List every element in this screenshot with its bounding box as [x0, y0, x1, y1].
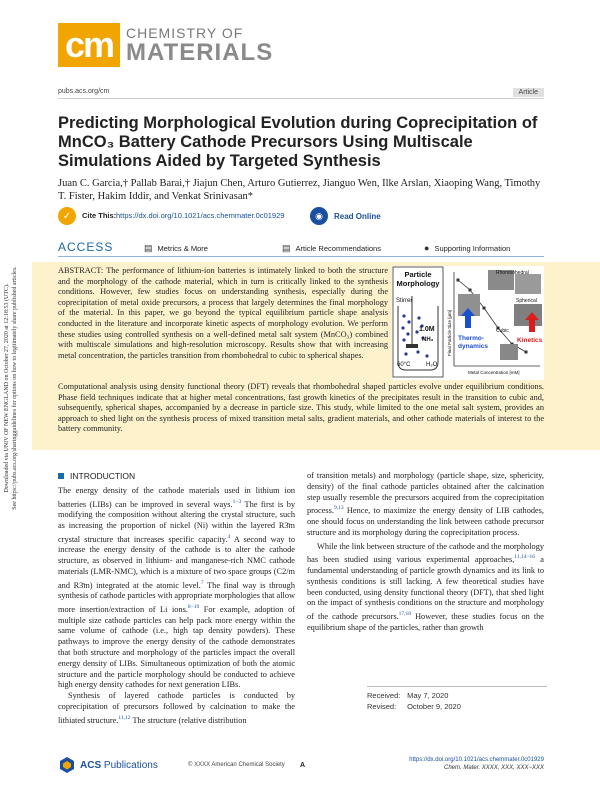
revised-date: [367, 701, 547, 712]
article-title: Predicting Morphological Evolution during Coprecipitation of MnCO₃ Battery Cathode Precursors Using Multiscale Simulations Aided by Targeted Synthesis: [58, 114, 538, 170]
journal-name-line2: MATERIALS: [126, 39, 274, 66]
concentration-label: 1.0M: [419, 326, 435, 333]
footer-doi: [409, 756, 544, 772]
metrics-button[interactable]: [144, 243, 208, 254]
metrics-label: Metrics & More: [157, 244, 208, 253]
cubic-micrograph-small: [500, 344, 518, 360]
acs-hexagon-icon: [58, 756, 76, 774]
intro-paragraph-2: [58, 691, 295, 726]
section-marker-icon: [58, 473, 64, 479]
read-online-button[interactable]: [310, 206, 381, 226]
supporting-info-icon: ●: [424, 243, 430, 253]
toc-box-title-2: Morphology: [396, 279, 440, 288]
intro-paragraph-1: [58, 486, 295, 691]
temperature-label: 60°C: [397, 362, 411, 368]
access-bar: [58, 238, 544, 258]
copyright: © XXXX American Chemical Society: [188, 762, 285, 768]
body-left-column: [58, 471, 295, 726]
acs-publications-text: [80, 760, 158, 771]
journal-logo-icon: cm: [58, 23, 120, 67]
cite-row: [58, 206, 544, 226]
journal-name-line1: CHEMISTRY OF: [126, 25, 244, 41]
doi-link[interactable]: https://dx.doi.org/10.1021/acs.chemmater.0c01929: [116, 211, 285, 220]
citation-ref[interactable]: 8−10: [187, 604, 200, 611]
intro-text: a fundamental understanding of particle growth dynamics and its link to synthesis conditions is still lacking. A few theoretical studies have been conducted, using density functional theory (DFT), that shed light on the impact of synthesis conditions on the structure and morphology of the cathode precursors.: [307, 555, 544, 621]
abstract-text-1: The performance of lithium-ion batteries is intimately linked to both the structure and the morphology of the cathode material, which in turn is critically linked to the synthesis conditions. However, few studies focus on understanding synthesis, especially during the coprecipitation of metal oxide precursors, a process that largely determines the final morphology of the material. In this paper, we go beyond the typical equilibrium particle shape analysis conducted in the literature and incorporate kinetic aspects of morphology evolution. We perform these studies using controlled synthesis on a well-defined metal salt system (MnCO₃) combined with multiscale simulations and high-resolution microscopy. Results show that with increasing metal concentration, the particles transition from rhombohedral to cubic to spherical shapes.: [58, 266, 388, 360]
revised-value: October 9, 2020: [407, 702, 461, 711]
acs-text-bold: ACS: [80, 759, 102, 771]
stirrer-label: Stirrer: [396, 298, 413, 304]
intro-paragraph-3: [307, 471, 544, 539]
spherical-micrograph: [514, 304, 542, 326]
intro-text: of transition metals) and morphology (particle shape, size, sphericity, density) of the final cathode particles obtained after the calcination step usually resemble the precursors acquired from the coprecipitation process.: [307, 471, 544, 516]
citation-ref[interactable]: 1−3: [232, 498, 242, 505]
citation-ref[interactable]: 11,12: [118, 714, 131, 721]
intro-text: Hence, to maximize the energy density of LIB cathodes, one should focus on understanding the link between cathode precursor structure and its morphology during the coprecipitation process.: [307, 506, 544, 537]
citation-ref[interactable]: 9,13: [333, 505, 344, 512]
intro-text: However, these studies focus on the equilibrium shape of the particles, rather than growth: [307, 611, 544, 632]
read-online-label: Read Online: [334, 211, 381, 221]
header-divider: [58, 98, 544, 99]
bar-chart-icon: ▤: [144, 243, 153, 253]
access-divider: [58, 256, 544, 257]
nh3-label: NH₃: [422, 337, 434, 343]
intro-text: For example, adoption of multiple size cathode particles can help pack more energy within the same volume of cathode (i.e., high tap density powders). These pathways to improve the energy density of the cathode demonstrates that both structure and morphology of the particles impact the overall energy density of LIBs. Simultaneous optimization of both the atomic structure and the particle morphology should be conducted to achieve high energy density cathodes for next generation LIBs.: [58, 604, 296, 690]
abstract-heading: ABSTRACT:: [58, 266, 104, 275]
citation-ref[interactable]: 4: [227, 533, 231, 540]
abstract-part2: Computational analysis using density functional theory (DFT) reveals that rhombohedral shaped particles evolve under equilibrium conditions. Phase field techniques indicate that at higher metal concentrations, fast growth kinetics of the precipitates result in the transition to cubic and, subsequently, spherical shapes, accompanied by a decrease in particle size. This study, while limited to the one metal salt system, provides an approach to shed light on the synthesis process of mixed transition metal salts, gradient materials, and other cathode materials of interest to the battery community.: [58, 382, 544, 434]
toc-graphic[interactable]: [392, 266, 544, 380]
cite-icon: ✓: [58, 207, 76, 225]
site-link[interactable]: pubs.acs.org/cm: [58, 88, 110, 95]
globe-icon: ◉: [310, 207, 328, 225]
article-type-badge: Article: [513, 88, 544, 97]
received-value: May 7, 2020: [407, 691, 449, 700]
abstract-part1: [58, 266, 388, 361]
journal-reference: Chem. Mater. XXXX, XXX, XXX−XXX: [444, 765, 544, 771]
spherical-label: Spherical: [516, 298, 537, 304]
thermodynamics-label-2: dynamics: [458, 343, 488, 350]
dates-divider: [367, 686, 547, 687]
intro-text: The energy density of the cathode materials used in lithium ion batteries (LIBs) can be improved in several ways.: [58, 485, 295, 509]
intro-paragraph-4: [307, 542, 544, 634]
recommendations-label: Article Recommendations: [295, 244, 381, 253]
revised-label: Revised:: [367, 702, 397, 711]
journal-name: [126, 25, 273, 65]
water-label: H₂O: [426, 362, 438, 368]
header-bar: [58, 88, 544, 100]
download-notice-line: Downloaded via UNIV OF NEW ENGLAND on October 27, 2020 at 12:18:53 (UTC).: [4, 283, 10, 493]
acs-publications-logo[interactable]: [58, 756, 158, 774]
received-date: [367, 690, 547, 701]
citation-ref[interactable]: 11,14−16: [514, 554, 536, 561]
access-label: ACCESS: [58, 240, 114, 254]
intro-text: While the link between structure of the cathode and the morphology has been studied using various experimental approaches,: [307, 541, 544, 565]
footer-doi-link[interactable]: https://dx.doi.org/10.1021/acs.chemmater.0c01929: [409, 757, 544, 763]
document-icon: ▤: [282, 243, 291, 253]
stirrer-blade: [406, 344, 418, 348]
thermodynamics-label-1: Thermo-: [458, 335, 484, 342]
journal-masthead[interactable]: [58, 22, 273, 68]
plot-x-label: Metal Concentration [mM]: [468, 370, 520, 375]
intro-text: The structure (relative distribution: [130, 715, 247, 725]
intro-text: The first is by modifying the composition without altering the crystal structure, such as increasing the proportion of nickel (Ni) within the layered R3̄m crystal structure that increases specific capacity.: [58, 499, 295, 544]
toc-box-title-1: Particle: [404, 270, 432, 279]
supporting-info-label: Supporting Information: [434, 243, 511, 253]
introduction-heading-text: INTRODUCTION: [70, 471, 136, 481]
received-label: Received:: [367, 691, 401, 700]
intro-text: The final way is through synthesis of cathode particles with appropriate morphologies that allow more insertion/extraction of Li ions.: [58, 580, 295, 614]
cite-label: Cite This:: [82, 211, 117, 220]
intro-text: A second way to increase the energy density of the cathode is to alter the cathode structure, as observed in lithium- and manganese-rich NMC cathode materials (LMR-NMC), which is a mixture of two space groups (C2/m and R3̄m) integrated at the atomic level.: [58, 534, 295, 590]
plot-y-label: Final Particle Size [µm]: [447, 309, 452, 356]
recommendations-button[interactable]: [282, 243, 381, 254]
intro-text: Synthesis of layered cathode particles is conducted by coprecipitation of precursors followed by calcination to make the lithiated structure.: [58, 691, 295, 725]
introduction-heading: [58, 471, 295, 482]
page-number: A: [300, 762, 306, 769]
citation-ref[interactable]: 17,18: [398, 611, 412, 618]
kinetics-label: Kinetics: [517, 337, 543, 344]
cubic-label: Cubic: [496, 328, 509, 334]
spherical-micrograph-top: [515, 274, 541, 294]
author-list: Juan C. Garcia,† Pallab Barai,† Jiajun Chen, Arturo Gutierrez, Jianguo Wen, Ilke Arslan, Xiaoping Wang, Timothy T. Fister, Hakim Iddir, and Venkat Srinivasan*: [58, 178, 541, 202]
sharing-guidelines-line[interactable]: See https://pubs.acs.org/sharingguidelines for options on how to legitimately share published articles.: [12, 266, 18, 510]
body-right-column: [307, 471, 544, 633]
citation-ref[interactable]: 7: [200, 579, 204, 586]
article-dates: [367, 690, 547, 712]
page-footer: [58, 752, 544, 776]
supporting-info-button[interactable]: [424, 243, 510, 253]
rhombohedral-label: Rhombohedral: [496, 270, 529, 276]
acs-text-rest: Publications: [101, 759, 158, 771]
